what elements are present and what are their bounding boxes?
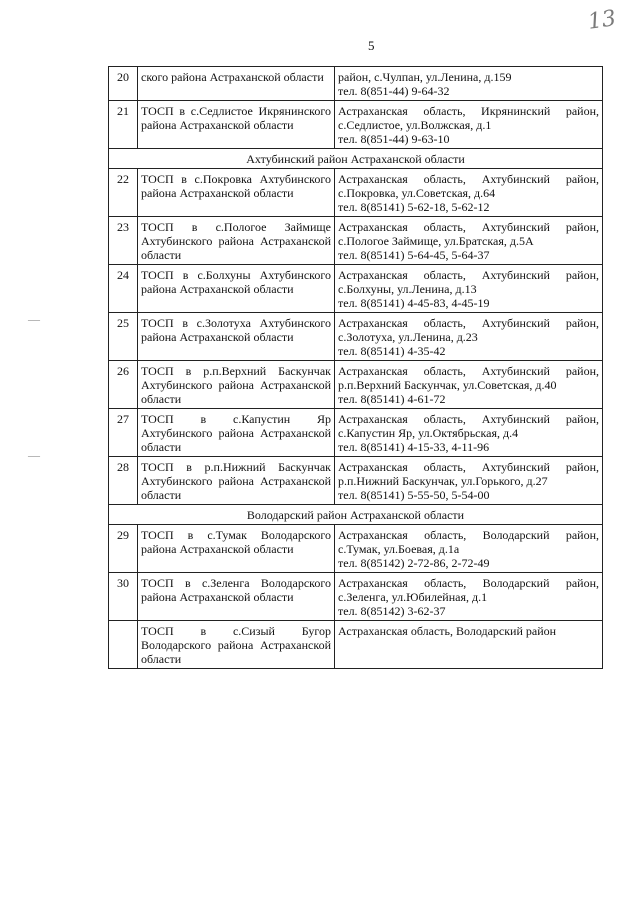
table-row (109, 265, 603, 313)
row-number: 25 (109, 313, 138, 361)
row-number: 29 (109, 525, 138, 573)
office-address (335, 573, 603, 621)
table-row (109, 169, 603, 217)
table-row (109, 409, 603, 457)
office-name: ТОСП в с.Зеленга Володарского района Астраханской области (138, 573, 335, 621)
address-line: Астраханская область, Ахтубинский район, р.п.Верхний Баскунчак, ул.Советская, д.40 (338, 364, 599, 392)
address-line: Астраханская область, Володарский район, с.Тумак, ул.Боевая, д.1а (338, 528, 599, 556)
office-phone: тел. 8(85141) 4-61-72 (338, 392, 446, 406)
section-row (109, 149, 603, 169)
table-row (109, 457, 603, 505)
office-address (335, 457, 603, 505)
row-number (109, 621, 138, 669)
office-phone: тел. 8(85141) 4-35-42 (338, 344, 446, 358)
office-name: ТОСП в с.Капустин Яр Ахтубинского района Астраханской области (138, 409, 335, 457)
row-number: 24 (109, 265, 138, 313)
office-name: ТОСП в р.п.Нижний Баскунчак Ахтубинского района Астраханской области (138, 457, 335, 505)
office-address (335, 361, 603, 409)
office-address (335, 621, 603, 669)
row-number: 20 (109, 67, 138, 101)
section-title: Ахтубинский район Астраханской области (109, 149, 603, 169)
table-row (109, 573, 603, 621)
row-number: 30 (109, 573, 138, 621)
table-row (109, 313, 603, 361)
office-phone: тел. 8(851-44) 9-63-10 (338, 132, 450, 146)
address-line: Астраханская область, Ахтубинский район, с.Капустин Яр, ул.Октябрьская, д.4 (338, 412, 599, 440)
office-name: ТОСП в р.п.Верхний Баскунчак Ахтубинского района Астраханской области (138, 361, 335, 409)
office-name: ТОСП в с.Тумак Володарского района Астраханской области (138, 525, 335, 573)
page-number: 5 (368, 38, 375, 53)
row-number: 23 (109, 217, 138, 265)
address-line: Астраханская область, Ахтубинский район, с.Пологое Займище, ул.Братская, д.5А (338, 220, 599, 248)
office-name: ТОСП в с.Седлистое Икрянинского района Астраханской области (138, 101, 335, 149)
office-name: ТОСП в с.Покровка Ахтубинского района Астраханской области (138, 169, 335, 217)
address-line: Астраханская область, Икрянинский район, с.Седлистое, ул.Волжская, д.1 (338, 104, 599, 132)
table-row (109, 101, 603, 149)
scan-artifact-mark: — (28, 448, 40, 462)
address-table-body (109, 67, 603, 669)
office-phone: тел. 8(85141) 4-15-33, 4-11-96 (338, 440, 490, 454)
address-line: Астраханская область, Ахтубинский район, с.Покровка, ул.Советская, д.64 (338, 172, 599, 200)
office-address (335, 217, 603, 265)
table-row (109, 621, 603, 669)
row-number: 26 (109, 361, 138, 409)
office-address (335, 409, 603, 457)
section-row (109, 505, 603, 525)
office-phone: тел. 8(85141) 5-55-50, 5-54-00 (338, 488, 490, 502)
table-row (109, 361, 603, 409)
address-line: Астраханская область, Володарский район (338, 624, 557, 638)
row-number: 27 (109, 409, 138, 457)
table-row (109, 67, 603, 101)
table-row (109, 525, 603, 573)
office-name: ТОСП в с.Болхуны Ахтубинского района Астраханской области (138, 265, 335, 313)
office-address (335, 101, 603, 149)
office-phone: тел. 8(851-44) 9-64-32 (338, 84, 450, 98)
row-number: 21 (109, 101, 138, 149)
address-line: Астраханская область, Ахтубинский район, р.п.Нижний Баскунчак, ул.Горького, д.27 (338, 460, 599, 488)
address-line: район, с.Чулпан, ул.Ленина, д.159 (338, 70, 512, 84)
office-phone: тел. 8(85141) 5-64-45, 5-64-37 (338, 248, 490, 262)
office-address (335, 525, 603, 573)
section-title: Володарский район Астраханской области (109, 505, 603, 525)
address-line: Астраханская область, Ахтубинский район, с.Золотуха, ул.Ленина, д.23 (338, 316, 599, 344)
office-name: ТОСП в с.Золотуха Ахтубинского района Астраханской области (138, 313, 335, 361)
office-address (335, 313, 603, 361)
handwritten-page-mark: 13 (586, 6, 618, 35)
office-name: ского района Астраханской области (138, 67, 335, 101)
office-name: ТОСП в с.Пологое Займище Ахтубинского района Астраханской области (138, 217, 335, 265)
table-row (109, 217, 603, 265)
page-bottom-margin (0, 824, 640, 905)
office-address (335, 67, 603, 101)
row-number: 28 (109, 457, 138, 505)
office-address (335, 169, 603, 217)
office-phone: тел. 8(85142) 3-62-37 (338, 604, 446, 618)
office-phone: тел. 8(85142) 2-72-86, 2-72-49 (338, 556, 490, 570)
address-line: Астраханская область, Володарский район, с.Зеленга, ул.Юбилейная, д.1 (338, 576, 599, 604)
row-number: 22 (109, 169, 138, 217)
office-address (335, 265, 603, 313)
address-line: Астраханская область, Ахтубинский район, с.Болхуны, ул.Ленина, д.13 (338, 268, 599, 296)
office-phone: тел. 8(85141) 5-62-18, 5-62-12 (338, 200, 490, 214)
office-name: ТОСП в с.Сизый Бугор Володарского района Астраханской области (138, 621, 335, 669)
office-phone: тел. 8(85141) 4-45-83, 4-45-19 (338, 296, 490, 310)
scan-artifact-mark: — (28, 312, 40, 326)
address-table (108, 66, 603, 669)
